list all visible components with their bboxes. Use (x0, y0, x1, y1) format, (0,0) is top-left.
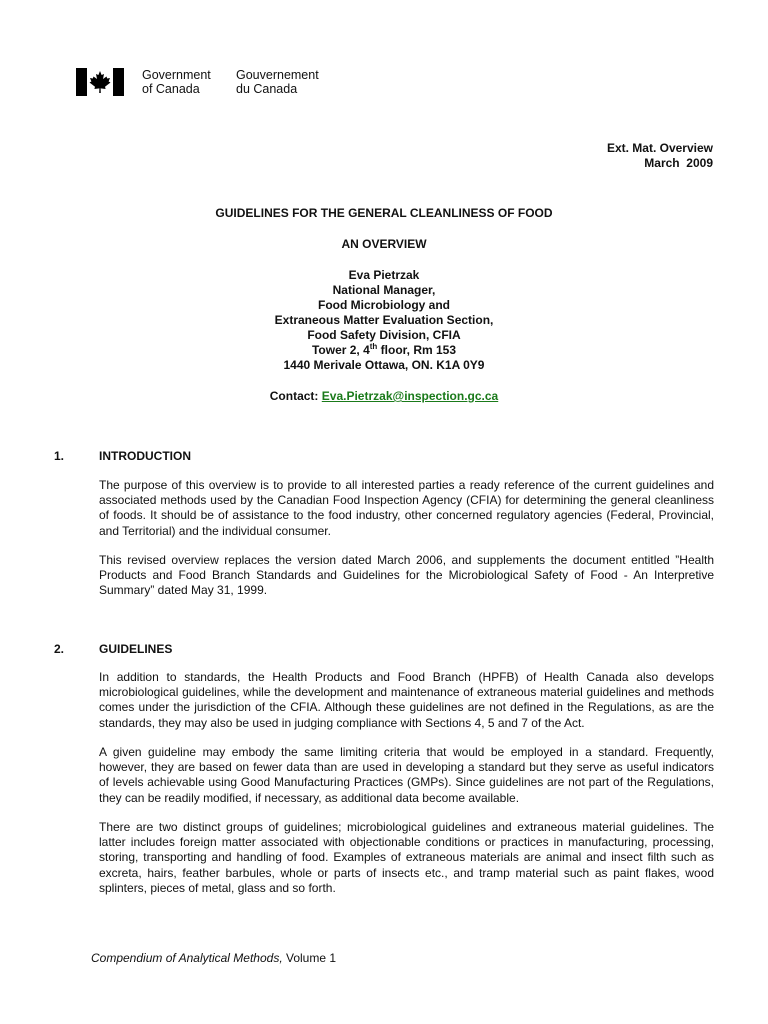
document-subtitle: AN OVERVIEW (341, 237, 427, 251)
author-role: National Manager, (332, 283, 436, 297)
section-2-paragraph-3: There are two distinct groups of guidelines; microbiological guidelines and extraneous material guidelines. The latter includes foreign matter associated with objectionable conditions or practices in manufacturing, processing, storing, transporting and handling of food. Examples of extraneous materials are animal and insect filth such as excreta, hairs, feather barbules, whole or parts of insects etc., and tramp material such as paint flakes, wood splinters, pieces of metal, glass and so forth. (99, 820, 714, 895)
section-1-heading: INTRODUCTION (99, 449, 191, 463)
section-2-paragraph-2: A given guideline may embody the same limiting criteria that would be employed in a standard. Frequently, however, they are based on fewer data than are used in developing a standard but they serve as useful indicators of levels achievable using Good Manufacturing Practices (GMPs). Since guidelines are not part of the Regulations, they can be readily modified, if necessary, as additional data become available. (99, 745, 714, 805)
address-pre: Tower 2, 4 (311, 343, 370, 357)
footer-volume: Volume 1 (282, 951, 337, 965)
section-2-heading: GUIDELINES (99, 642, 173, 656)
footer-title: Compendium of Analytical Methods, (91, 951, 283, 965)
signature-fr-line-2: du Canada (236, 82, 298, 96)
document-reference (607, 141, 713, 171)
signature-fr-line-1: Gouvernement (236, 68, 319, 82)
contact-line (0, 389, 768, 403)
author-street: 1440 Merivale Ottawa, ON. K1A 0Y9 (283, 358, 485, 372)
page-footer (91, 951, 336, 965)
reference-date: March 2009 (644, 156, 713, 170)
section-2-number: 2. (54, 642, 65, 656)
signature-english (142, 68, 211, 96)
author-unit-1: Food Microbiology and (318, 298, 450, 312)
government-of-canada-logo (76, 68, 319, 98)
signature-en-line-2: of Canada (142, 82, 200, 96)
author-division: Food Safety Division, CFIA (307, 328, 461, 342)
section-1-paragraph-1: The purpose of this overview is to provide to all interested parties a ready reference of the current guidelines and associated methods used by the Canadian Food Inspection Agency (CFIA) for determining the general cleanliness of foods. It should be of assistance to the food industry, other concerned regulatory agencies (Federal, Provincial, and Territorial) and the individual consumer. (99, 478, 714, 538)
author-name: Eva Pietrzak (348, 268, 420, 282)
address-post: floor, Rm 153 (377, 343, 457, 357)
section-1-number: 1. (54, 449, 65, 463)
document-title: GUIDELINES FOR THE GENERAL CLEANLINESS OF FOOD (215, 206, 553, 220)
author-unit-2: Extraneous Matter Evaluation Section, (274, 313, 494, 327)
canada-flag-icon (76, 68, 124, 96)
address-superscript: th (369, 342, 378, 351)
section-2-paragraph-1: In addition to standards, the Health Products and Food Branch (HPFB) of Health Canada also develops microbiological guidelines, while the development and maintenance of extraneous material guidelines and methods comes under the jurisdiction of the CFIA. Although these guidelines are not defined in the Regulations, as are the standards, they may also be used in judging compliance with Sections 4, 5 and 7 of the Act. (99, 670, 714, 730)
signature-en-line-1: Government (142, 68, 211, 82)
author-address (0, 343, 768, 358)
reference-line-1: Ext. Mat. Overview (606, 141, 713, 155)
contact-email-link[interactable]: Eva.Pietrzak@inspection.gc.ca (321, 389, 499, 403)
signature-french (236, 68, 319, 96)
section-1-paragraph-2: This revised overview replaces the version dated March 2006, and supplements the document entitled ”Health Products and Food Branch Standards and Guidelines for the Microbiological Safety of Food - An Interpretive Summary” dated May 31, 1999. (99, 553, 714, 598)
author-block (0, 268, 768, 373)
contact-label: Contact: (269, 389, 319, 403)
